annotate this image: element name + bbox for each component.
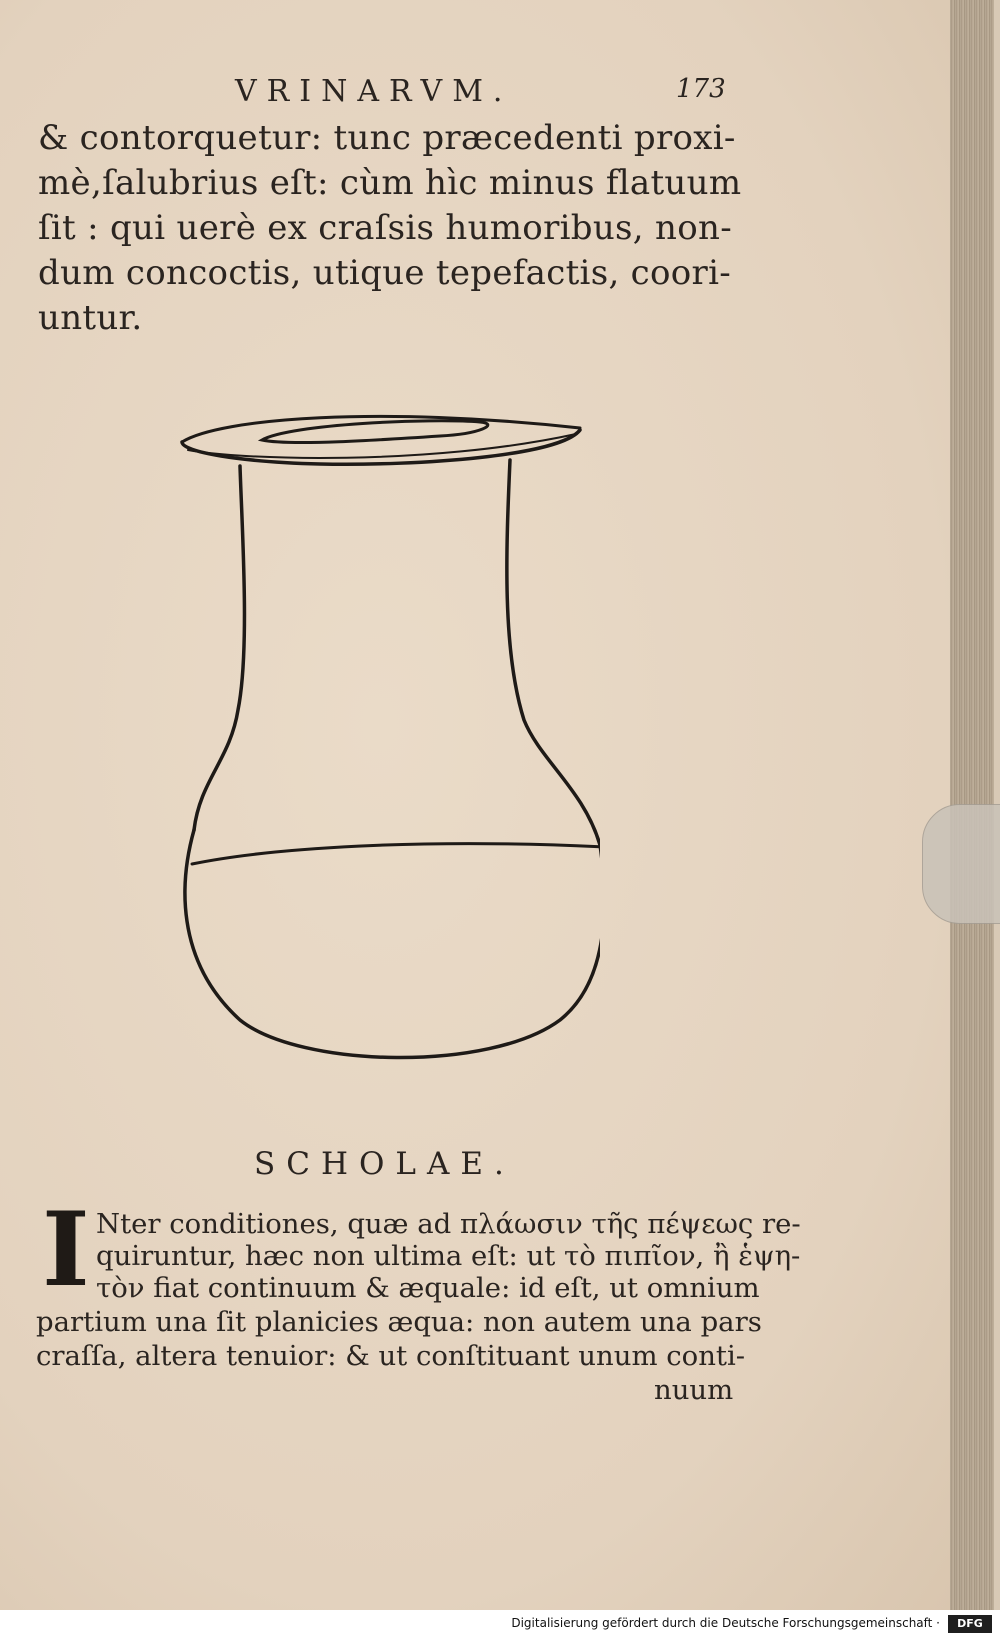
digitization-footer	[0, 1610, 1000, 1640]
dfg-logo: DFG	[948, 1615, 992, 1633]
scholae-line: partium una ſit planicies æqua: non autem una pars	[36, 1306, 762, 1338]
footer-credit: Digitalisierung gefördert durch die Deutsche Forschungsgemeinschaft ·	[511, 1616, 940, 1630]
running-head: VRINARVM.	[235, 74, 513, 109]
scholae-line: craſſa, altera tenuior: & ut conſtituant unum conti-	[36, 1340, 746, 1372]
page-clip-tab	[922, 804, 1000, 924]
scholae-line: τὸν fiat continuum & æquale: id eſt, ut omnium	[96, 1272, 760, 1304]
scholae-line: quiruntur, hæc non ultima eſt: ut τὸ πιπῖον, ἢ ἑψη-	[96, 1240, 801, 1272]
body-line: ſit : qui uerè ex craſsis humoribus, non-	[38, 208, 732, 248]
body-line: & contorquetur: tunc præcedenti proxi-	[38, 118, 736, 158]
urine-flask-drawing-icon	[180, 400, 600, 1080]
section-heading: SCHOLAE.	[254, 1146, 515, 1182]
decorated-initial: I	[42, 1190, 90, 1310]
scholae-line: nuum	[654, 1374, 734, 1406]
scholae-line: Nter conditiones, quæ ad πλάωσιν τῆς πέψεως re-	[96, 1208, 801, 1240]
page-number: 173	[676, 74, 726, 104]
body-line: untur.	[38, 298, 143, 338]
body-line: dum concoctis, utique tepefactis, coori-	[38, 253, 732, 293]
body-line: mè,ſalubrius eſt: cùm hìc minus flatuum	[38, 163, 742, 203]
